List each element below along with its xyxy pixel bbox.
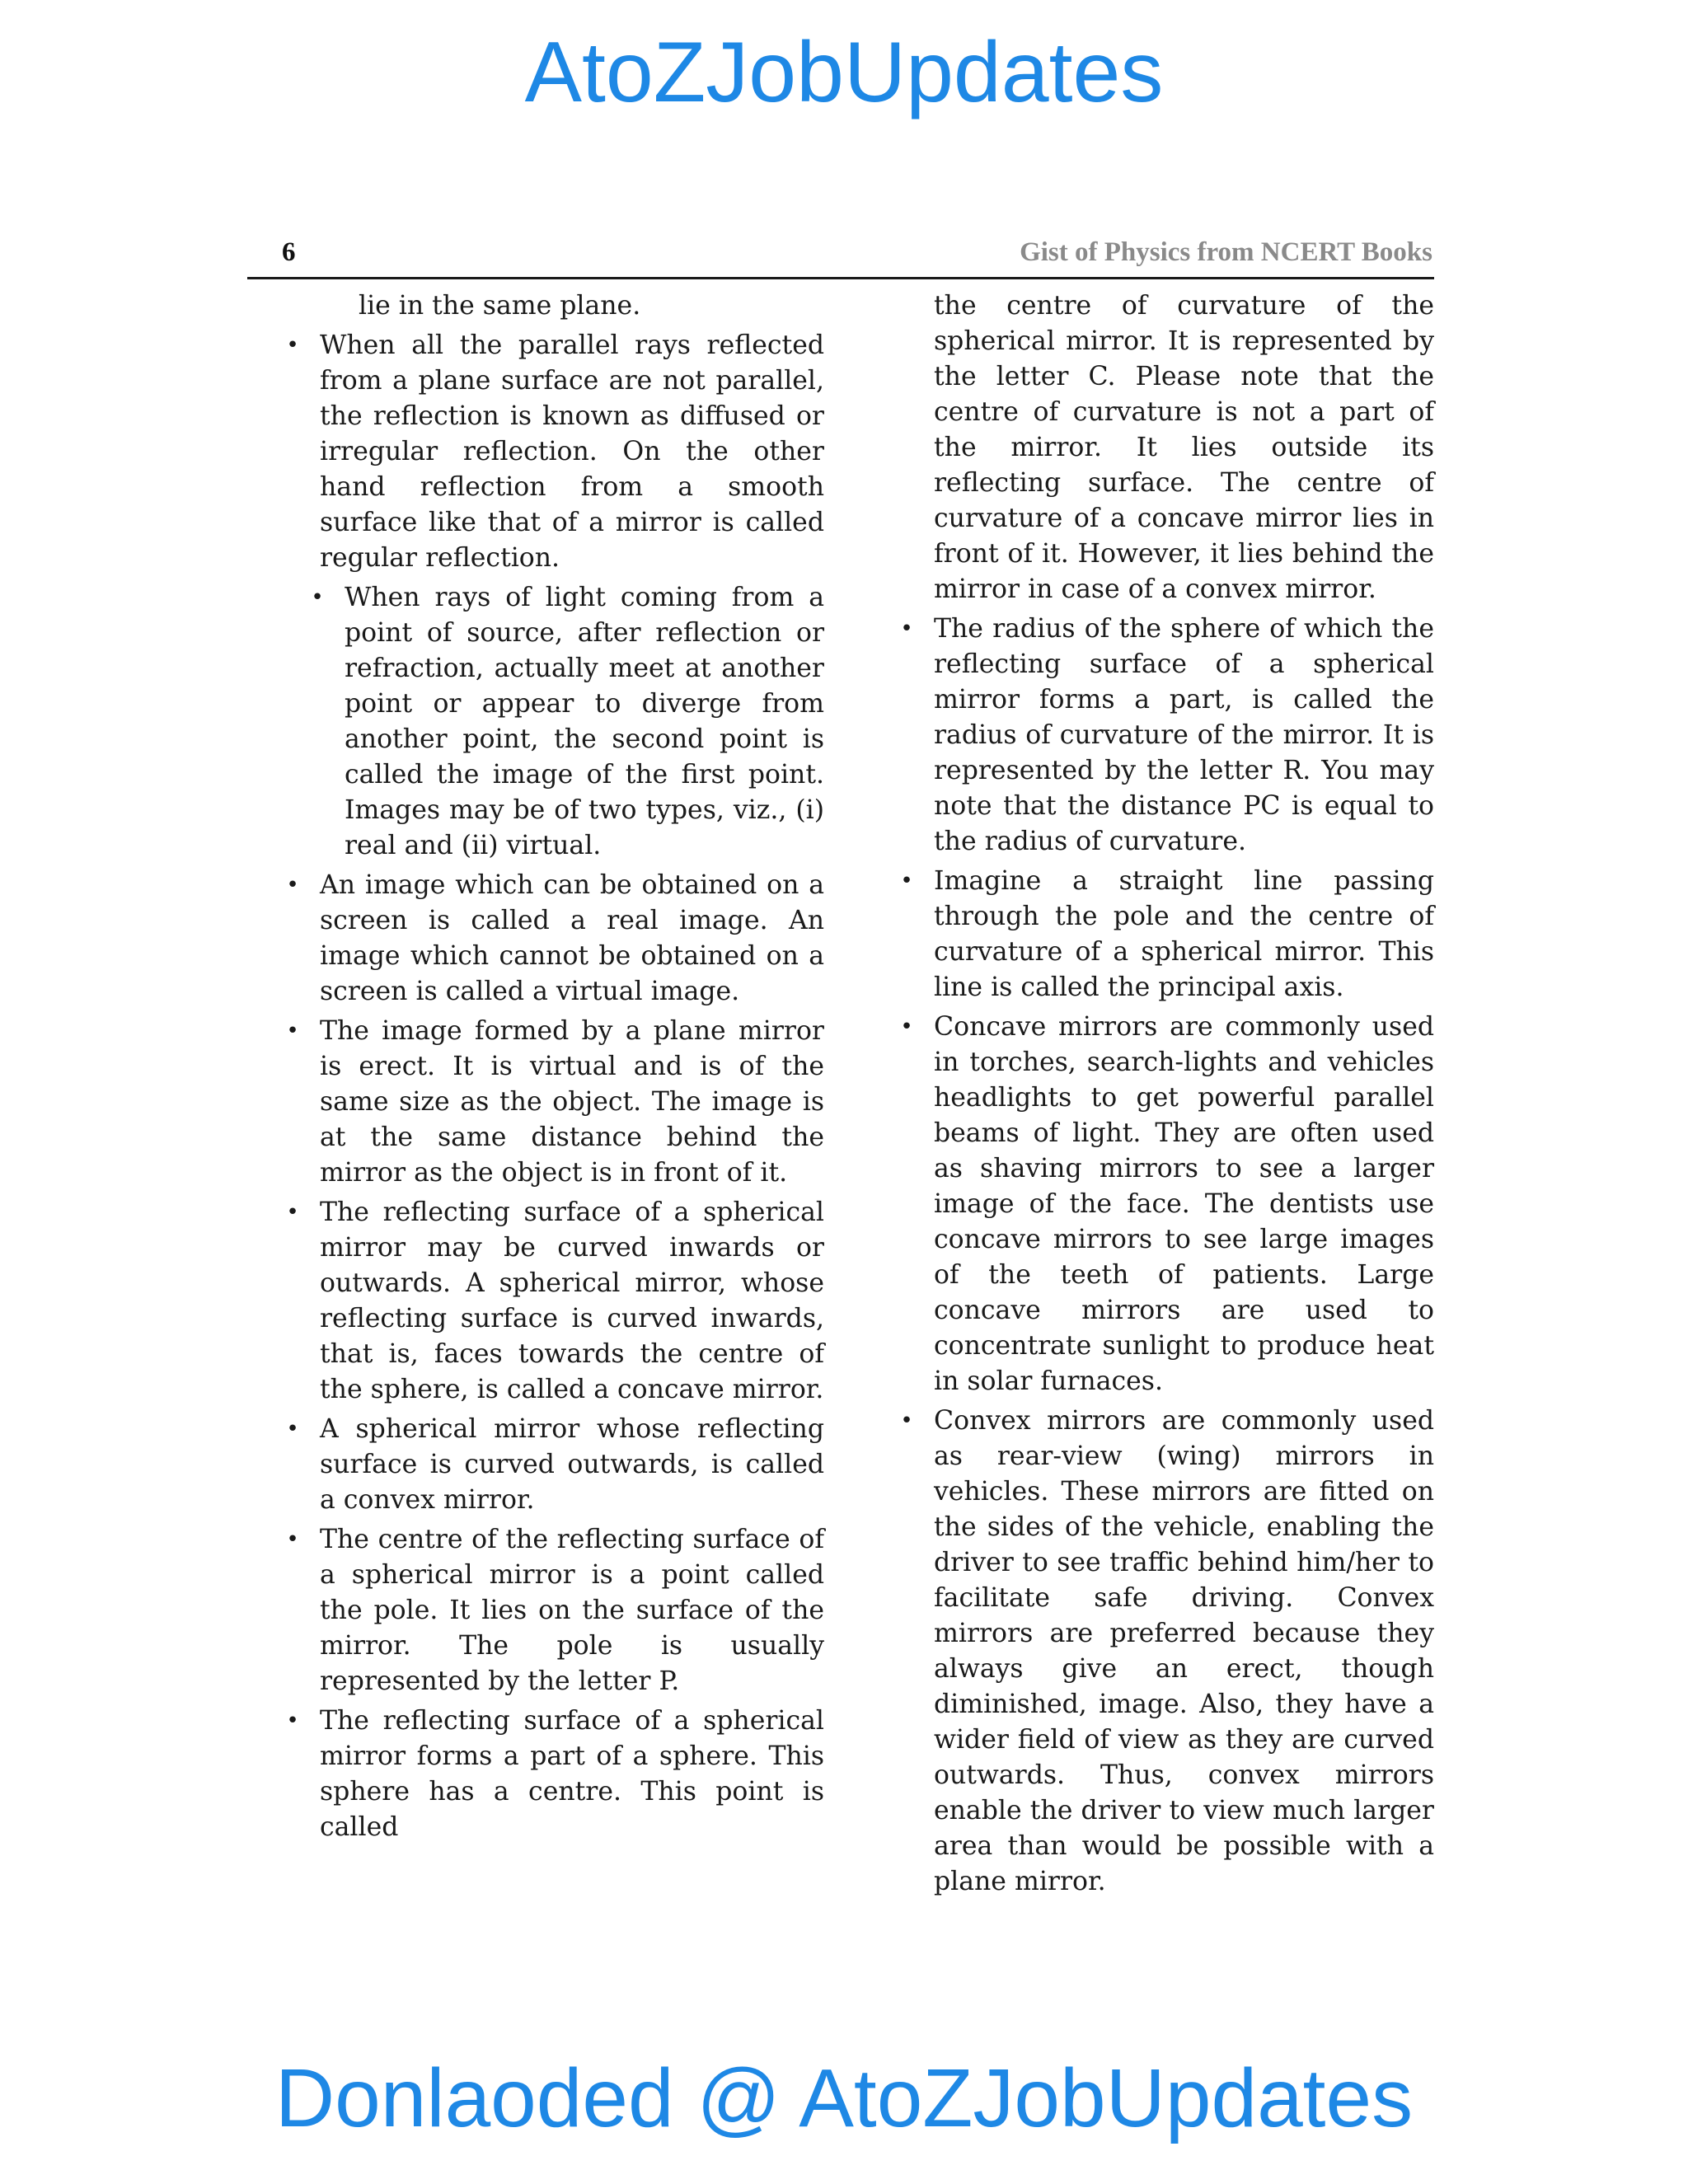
list-item-text: Concave mirrors are commonly used in torches, search-lights and vehicles headlights to get powerful parallel beams of light. They are often used as shaving mirrors to see a larger image of the face. The dentists use concave mirrors to see large images of the teeth of patients. Large concave mirrors are used to concentrate sunlight to produce heat in solar furnaces. <box>934 1012 1434 1396</box>
bullet-icon: • <box>286 1527 299 1552</box>
bullet-icon: • <box>900 616 913 641</box>
list-item <box>305 580 824 864</box>
list-item-text: The reflecting surface of a spherical mirror forms a part of a sphere. This sphere has a centre. This point is called <box>320 1706 824 1842</box>
bullet-icon: • <box>286 1417 299 1441</box>
list-item-text: The radius of the sphere of which the reflecting surface of a spherical mirror forms a part, is called the radius of curvature of the mirror. It is represented by the letter R. You may note that the distance PC is equal to the radius of curvature. <box>934 614 1434 856</box>
list-item-text: The reflecting surface of a spherical mirror may be curved inwards or outwards. A spherical mirror, whose reflecting surface is curved inwards, that is, faces towards the centre of the sphere, is called a concave mirror. <box>320 1197 824 1404</box>
list-item <box>280 1412 824 1518</box>
list-item-text: A spherical mirror whose reflecting surface is curved outwards, is called a convex mirror. <box>320 1414 824 1515</box>
list-item-text: When all the parallel rays reflected from a plane surface are not parallel, the reflection is known as diffused or irregular reflection. On the other hand reflection from a smooth surface like that of a mirror is called regular reflection. <box>320 330 824 573</box>
list-item-text: When rays of light coming from a point of source, after reflection or refraction, actually meet at another point or appear to diverge from another point, the second point is called the image of the first point. Images may be of two types, viz., (i) real and (ii) virtual. <box>345 583 824 860</box>
bullet-icon: • <box>900 869 913 893</box>
list-item <box>894 612 1434 860</box>
header-rule <box>247 277 1434 279</box>
watermark-bottom: Donlaoded @ AtoZJobUpdates <box>274 2052 1414 2144</box>
list-item <box>894 864 1434 1005</box>
bullet-icon: • <box>286 333 299 358</box>
book-title: Gist of Physics from NCERT Books <box>1020 237 1432 267</box>
bullet-icon: • <box>286 1200 299 1225</box>
list-item-text: Convex mirrors are commonly used as rear-view (wing) mirrors in vehicles. These mirrors are fitted on the sides of the vehicle, enabling the driver to see traffic behind him/her to facilitate safe driving. Convex mirrors are preferred because they always give an erect, though diminished, image. Also, they have a wider field of view as they are curved outwards. Thus, convex mirrors enable the driver to view much larger area than would be possible with a plane mirror. <box>934 1406 1434 1896</box>
list-item <box>280 868 824 1010</box>
list-item-text: Imagine a straight line passing through the pole and the centre of curvature of a spherical mirror. This line is called the principal axis. <box>934 866 1434 1002</box>
bullet-icon: • <box>900 1408 913 1433</box>
list-item <box>894 1010 1434 1399</box>
list-item-text: The centre of the reflecting surface of a spherical mirror is a point called the pole. It lies on the surface of the mirror. The pole is usually represented by the letter P. <box>320 1525 824 1696</box>
bullet-icon: • <box>311 585 324 610</box>
list-item <box>280 1704 824 1845</box>
left-column <box>280 288 824 1849</box>
list-item-text: The image formed by a plane mirror is erect. It is virtual and is of the same size as the object. The image is at the same distance behind the mirror as the object is in front of it. <box>320 1016 824 1188</box>
list-item <box>894 1404 1434 1900</box>
left-continuation-text: lie in the same plane. <box>359 291 641 321</box>
page-number: 6 <box>282 237 296 267</box>
list-item <box>280 1014 824 1191</box>
list-item <box>280 328 824 576</box>
list-item <box>280 1522 824 1699</box>
bullet-icon: • <box>286 1708 299 1733</box>
right-continuation-text: the centre of curvature of the spherical mirror. It is represented by the letter C. Please note that the centre of curvature is not a part of the mirror. It lies outside its reflecting surface. The centre of curvature of a concave mirror lies in front of it. However, it lies behind the mirror in case of a convex mirror. <box>934 291 1434 604</box>
watermark-top: AtoZJobUpdates <box>524 25 1164 120</box>
list-item <box>280 1195 824 1408</box>
bullet-icon: • <box>286 873 299 898</box>
list-item-text: An image which can be obtained on a screen is called a real image. An image which cannot be obtained on a screen is called a virtual image. <box>320 870 824 1006</box>
running-head <box>247 232 1432 272</box>
bullet-icon: • <box>900 1015 913 1039</box>
bullet-icon: • <box>286 1019 299 1043</box>
right-column <box>894 288 1434 1904</box>
